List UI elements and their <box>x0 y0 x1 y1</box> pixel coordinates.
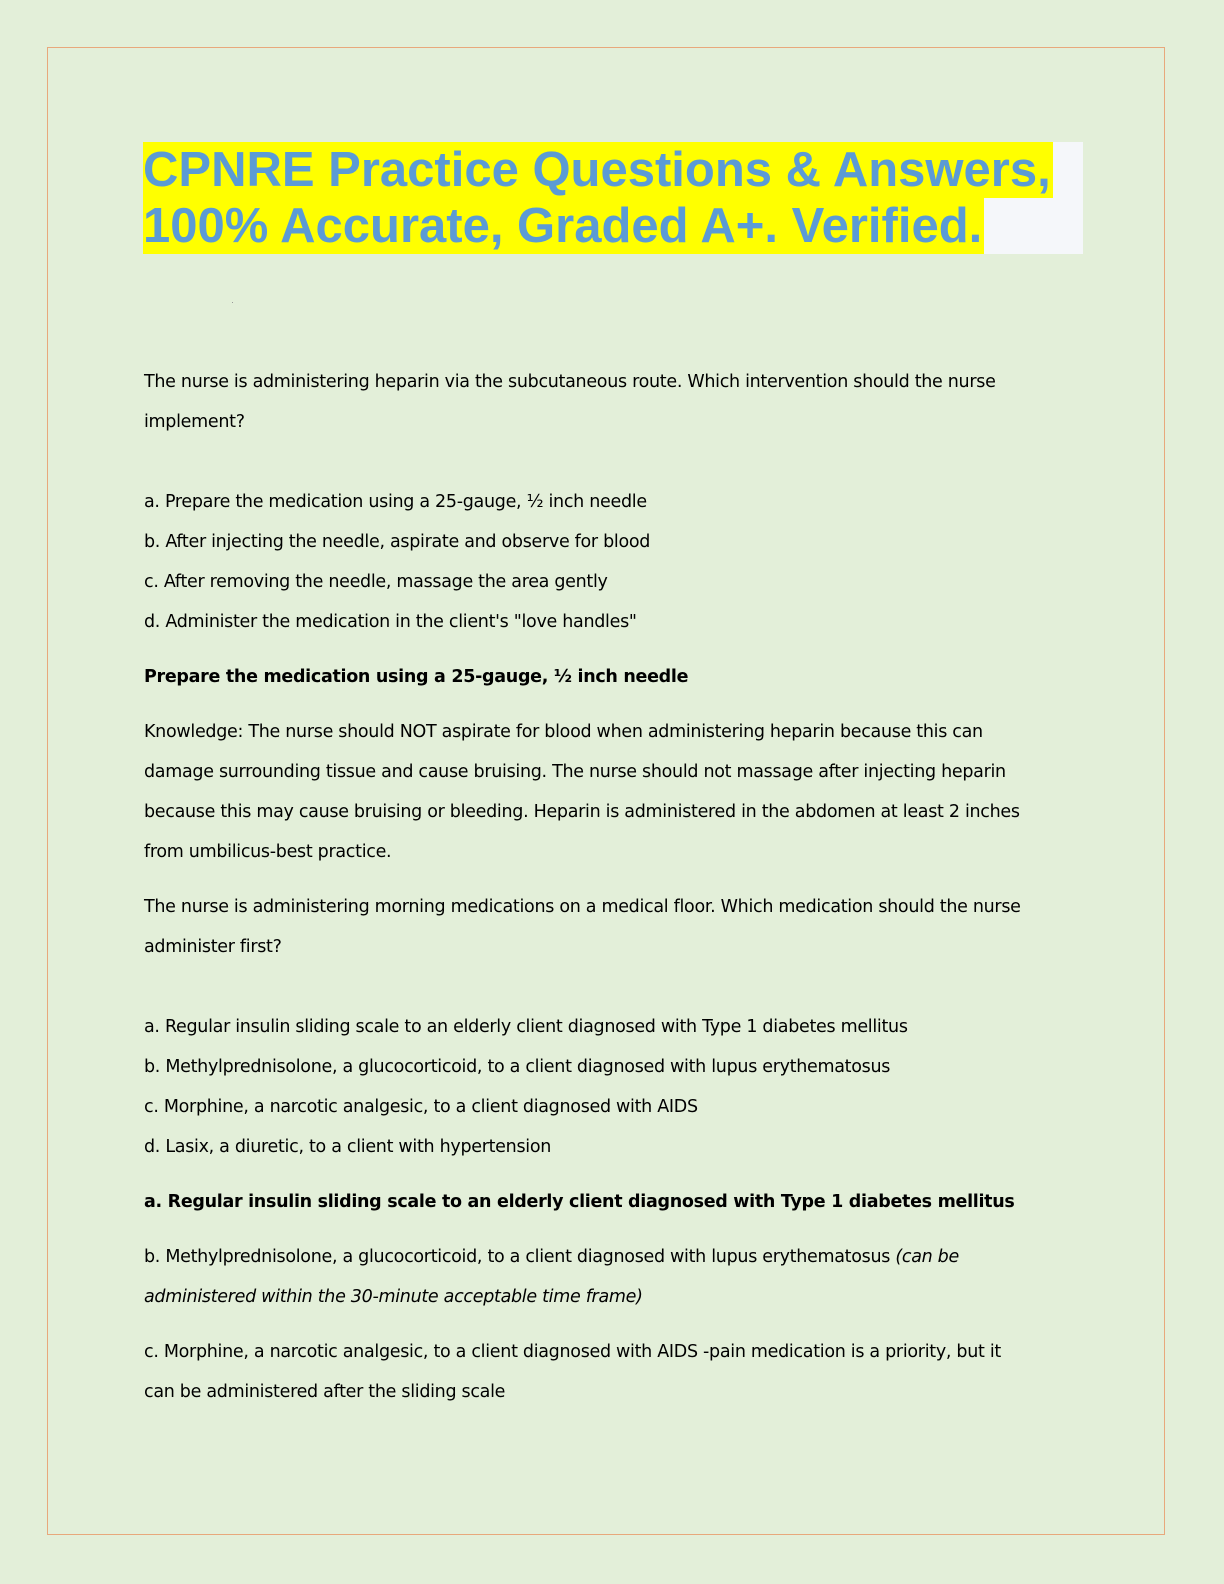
title-line-2: 100% Accurate, Graded A+. Verified. <box>143 199 983 253</box>
q2-option-b: b. Methylprednisolone, a glucocorticoid, to a client diagnosed with lupus erythematosus <box>144 1057 891 1077</box>
q1-answer: Prepare the medication using a 25-gauge, ½ inch needle <box>144 667 689 687</box>
stray-mark <box>232 302 233 303</box>
q1-rationale-line-1: Knowledge: The nurse should NOT aspirate for blood when administering heparin because this can <box>144 722 983 742</box>
document-body <box>144 362 1074 1412</box>
q2-answer: a. Regular insulin sliding scale to an elderly client diagnosed with Type 1 diabetes mellitus <box>144 1192 1015 1212</box>
q2-rationale-b-line-2: administered within the 30-minute acceptable time frame) <box>144 1287 643 1307</box>
q1-option-a: a. Prepare the medication using a 25-gauge, ½ inch needle <box>144 492 647 512</box>
q2-rationale-b-italic-1: (can be <box>895 1247 959 1267</box>
document-title <box>143 142 1083 254</box>
q2-rationale-c-line-2: can be administered after the sliding scale <box>144 1382 506 1402</box>
q2-option-d: d. Lasix, a diuretic, to a client with hypertension <box>144 1137 552 1157</box>
q2-rationale-b-line-1 <box>144 1237 1074 1277</box>
q2-option-a: a. Regular insulin sliding scale to an elderly client diagnosed with Type 1 diabetes mellitus <box>144 1017 908 1037</box>
title-line-1: CPNRE Practice Questions & Answers, <box>143 143 1051 197</box>
q2-rationale-c-line-1: c. Morphine, a narcotic analgesic, to a client diagnosed with AIDS -pain medication is a priority, but it <box>144 1342 1001 1362</box>
q2-stem-line-1: The nurse is administering morning medications on a medical floor. Which medication should the nurse <box>144 897 1021 917</box>
q1-option-c: c. After removing the needle, massage the area gently <box>144 572 608 592</box>
q1-option-d: d. Administer the medication in the client's "love handles" <box>144 612 637 632</box>
q1-rationale-line-2: damage surrounding tissue and cause bruising. The nurse should not massage after injecting heparin <box>144 762 1006 782</box>
q1-stem-line-1: The nurse is administering heparin via the subcutaneous route. Which intervention should the nurse <box>144 372 996 392</box>
q1-rationale-line-3: because this may cause bruising or bleeding. Heparin is administered in the abdomen at least 2 inches <box>144 802 1020 822</box>
q1-option-b: b. After injecting the needle, aspirate and observe for blood <box>144 532 651 552</box>
q2-stem-line-2: administer first? <box>144 937 282 957</box>
q2-rationale-b-text: b. Methylprednisolone, a glucocorticoid, to a client diagnosed with lupus erythematosus <box>144 1247 896 1267</box>
q1-rationale-line-4: from umbilicus-best practice. <box>144 842 392 862</box>
q1-stem-line-2: implement? <box>144 412 245 432</box>
q2-option-c: c. Morphine, a narcotic analgesic, to a client diagnosed with AIDS <box>144 1097 698 1117</box>
